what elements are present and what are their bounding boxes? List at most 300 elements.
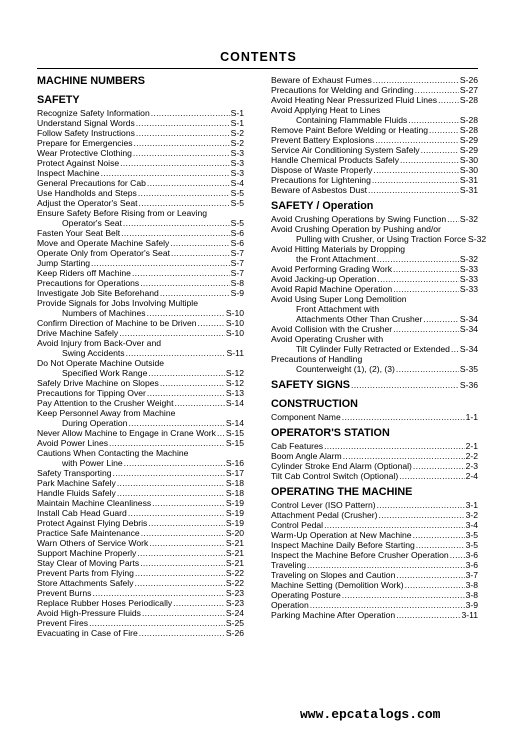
- dot-leader: [342, 412, 465, 422]
- dot-leader: [140, 558, 225, 568]
- toc-entry[interactable]: [271, 85, 478, 95]
- dot-leader: [438, 95, 459, 105]
- toc-entry-label: Evacuating in Case of Fire: [37, 628, 138, 638]
- title-rule: [37, 68, 478, 69]
- toc-entry-label: Never Allow Machine to Engage in Crane Work: [37, 428, 216, 438]
- page-number: S-28: [459, 95, 478, 105]
- dot-leader: [101, 168, 230, 178]
- page-number: S-6: [230, 238, 244, 248]
- page-number: 3-1: [465, 500, 478, 510]
- page-number: S-28: [459, 115, 478, 125]
- toc-entry[interactable]: [37, 518, 244, 528]
- page-number: S-20: [225, 528, 244, 538]
- dot-leader: [136, 128, 230, 138]
- toc-entry-label: Follow Safety Instructions: [37, 128, 135, 138]
- dot-leader: [173, 598, 225, 608]
- toc-entry[interactable]: [37, 508, 244, 518]
- toc-entry[interactable]: [271, 610, 478, 620]
- toc-entry[interactable]: [271, 570, 478, 580]
- dot-leader: [375, 135, 459, 145]
- page-number: S-11: [226, 348, 244, 358]
- toc-entry-label: Service Air Conditioning System Safely: [271, 145, 420, 155]
- dot-leader: [368, 185, 459, 195]
- toc-entry-label: Numbers of Machines: [62, 308, 146, 318]
- page-number: 3-7: [465, 570, 478, 580]
- dot-leader: [408, 115, 459, 125]
- dot-leader: [310, 600, 465, 610]
- dot-leader: [373, 165, 458, 175]
- dot-leader: [151, 108, 230, 118]
- section-heading: SAFETY: [37, 94, 80, 106]
- toc-entry-label: Beware of Asbestos Dust: [271, 185, 368, 195]
- toc-entry-label: Pulling with Crusher, or Using Traction Force: [296, 234, 467, 244]
- page-number: S-32: [459, 254, 478, 264]
- toc-entry-label: Inspect the Machine Before Crusher Operation: [271, 550, 449, 560]
- toc-entry[interactable]: [37, 178, 244, 188]
- toc-entry[interactable]: [271, 530, 478, 540]
- toc-entry-label: Warm-Up Operation at New Machine: [271, 530, 412, 540]
- toc-entry[interactable]: [37, 238, 244, 248]
- page-number: 3-5: [465, 530, 478, 540]
- page-number: S-22: [225, 578, 244, 588]
- toc-entry[interactable]: [271, 314, 478, 324]
- toc-entry[interactable]: [271, 284, 478, 294]
- page-number: S-23: [225, 588, 244, 598]
- page-number: S-31: [459, 185, 478, 195]
- toc-entry[interactable]: [271, 550, 478, 560]
- toc-entry-label: Keep Riders off Machine: [37, 268, 131, 278]
- toc-entry-label: Tilt Cab Control Switch (Optional): [271, 471, 399, 481]
- toc-entry-label: Prevent Fires: [37, 618, 89, 628]
- dot-leader: [91, 258, 230, 268]
- toc-entry[interactable]: [271, 145, 478, 155]
- page-number: S-33: [459, 284, 478, 294]
- toc-entry-label: Store Attachments Safely: [37, 578, 134, 588]
- toc-entry-label: Boom Angle Alarm: [271, 451, 342, 461]
- dot-leader: [447, 214, 459, 224]
- toc-entry-label: Prevent Parts from Flying: [37, 568, 134, 578]
- toc-entry-label: with Power Line: [62, 458, 123, 468]
- dot-leader: [139, 628, 225, 638]
- toc-entry[interactable]: [37, 398, 244, 408]
- toc-entry[interactable]: [37, 158, 244, 168]
- dot-leader: [92, 588, 224, 598]
- toc-entry[interactable]: [37, 138, 244, 148]
- toc-entry[interactable]: [271, 95, 478, 105]
- toc-entry[interactable]: [271, 75, 478, 85]
- dot-leader: [393, 264, 459, 274]
- dot-leader: [160, 378, 225, 388]
- toc-entry-label: Protect Against Noise: [37, 158, 120, 168]
- toc-entry[interactable]: [37, 368, 244, 378]
- page-number: S-3: [230, 148, 244, 158]
- toc-entry-label: Avoid High-Pressure Fluids: [37, 608, 141, 618]
- toc-entry[interactable]: [37, 598, 244, 608]
- toc-entry[interactable]: [271, 344, 478, 354]
- page-number: S-26: [459, 75, 478, 85]
- toc-entry[interactable]: [271, 600, 478, 610]
- toc-entry-line: Do Not Operate Machine Outside: [37, 358, 165, 368]
- toc-entry[interactable]: [37, 428, 244, 438]
- toc-entry[interactable]: [37, 188, 244, 198]
- dot-leader: [450, 550, 465, 560]
- toc-entry[interactable]: [271, 264, 478, 274]
- page-number: S-19: [225, 508, 244, 518]
- toc-entry-line: Precautions of Handling: [271, 354, 363, 364]
- toc-entry[interactable]: [271, 324, 478, 334]
- dot-leader: [373, 75, 459, 85]
- toc-entry-label: Understand Signal Words: [37, 118, 135, 128]
- dot-leader: [134, 138, 230, 148]
- toc-entry-label: Control Lever (ISO Pattern): [271, 500, 376, 510]
- dot-leader: [377, 500, 465, 510]
- toc-entry-line: Avoid Hitting Materials by Dropping: [271, 244, 406, 254]
- page-number: S-2: [230, 128, 244, 138]
- toc-entry[interactable]: [271, 461, 478, 471]
- toc-entry[interactable]: [271, 135, 478, 145]
- toc-right-column: [271, 75, 487, 620]
- toc-entry-label: Use Handholds and Steps: [37, 188, 137, 198]
- toc-entry-label: Cab Features: [271, 441, 324, 451]
- page-number: S-21: [225, 538, 244, 548]
- dot-leader: [148, 518, 225, 528]
- toc-entry[interactable]: [271, 500, 478, 510]
- dot-leader: [117, 488, 225, 498]
- page-number: S-4: [230, 178, 244, 188]
- toc-entry[interactable]: [37, 538, 244, 548]
- dot-leader: [121, 228, 229, 238]
- page-number: S-2: [230, 138, 244, 148]
- toc-entry[interactable]: [271, 185, 478, 195]
- page-number: S-32: [468, 234, 487, 244]
- toc-entry[interactable]: [37, 478, 244, 488]
- page-number: S-19: [225, 498, 244, 508]
- toc-entry-label: Move and Operate Machine Safely: [37, 238, 170, 248]
- toc-entry-label: Warn Others of Service Work: [37, 538, 149, 548]
- toc-entry-label: Park Machine Safely: [37, 478, 116, 488]
- toc-entry-label: Avoid Collision with the Crusher: [271, 324, 393, 334]
- toc-entry[interactable]: [37, 488, 244, 498]
- dot-leader: [429, 125, 459, 135]
- toc-entry[interactable]: [271, 451, 478, 461]
- toc-entry[interactable]: [271, 540, 478, 550]
- toc-entry-label: Avoid Heating Near Pressurized Fluid Lines: [271, 95, 438, 105]
- toc-entry-label: Fasten Your Seat Belt: [37, 228, 121, 238]
- page-number: S-18: [225, 478, 244, 488]
- toc-entry[interactable]: [37, 348, 244, 358]
- page-number: 3-5: [465, 540, 478, 550]
- toc-entry[interactable]: [271, 234, 487, 244]
- toc-entry[interactable]: [37, 578, 244, 588]
- toc-entry[interactable]: [37, 608, 244, 618]
- page-number: 3-6: [465, 550, 478, 560]
- dot-leader: [421, 145, 459, 155]
- page-number: S-14: [225, 398, 244, 408]
- toc-entry-line: Avoid Operating Crusher with: [271, 334, 384, 344]
- page-number: S-34: [459, 314, 478, 324]
- dot-leader: [342, 590, 465, 600]
- toc-entry-label: During Operation: [62, 418, 128, 428]
- dot-leader: [124, 458, 225, 468]
- section-heading: CONSTRUCTION: [271, 398, 358, 410]
- toc-entry[interactable]: [271, 510, 478, 520]
- toc-entry[interactable]: [271, 412, 478, 422]
- toc-entry-label: Jump Starting: [37, 258, 91, 268]
- toc-entry-line: Avoid Applying Heat to Lines: [271, 105, 381, 115]
- toc-entry-label: Parking Machine After Operation: [271, 610, 396, 620]
- page-number: S-1: [230, 108, 244, 118]
- toc-entry[interactable]: [271, 175, 478, 185]
- toc-entry-label: Operator's Seat: [62, 218, 122, 228]
- toc-entry-label: Precautions for Tipping Over: [37, 388, 146, 398]
- toc-entry-label: Beware of Exhaust Fumes: [271, 75, 372, 85]
- toc-entry[interactable]: [37, 328, 244, 338]
- dot-leader: [117, 478, 225, 488]
- dot-leader: [416, 540, 465, 550]
- dot-leader: [198, 318, 225, 328]
- toc-entry-label: Avoid Crushing Operations by Swing Function: [271, 214, 447, 224]
- toc-entry-label: Replace Rubber Hoses Periodically: [37, 598, 173, 608]
- dot-leader: [148, 368, 224, 378]
- toc-entry-label: Swing Accidents: [62, 348, 125, 358]
- page-number: S-31: [459, 175, 478, 185]
- dot-leader: [128, 418, 224, 428]
- page-number: S-7: [230, 248, 244, 258]
- toc-entry[interactable]: [271, 274, 478, 284]
- page-number: 3-8: [465, 580, 478, 590]
- toc-entry[interactable]: [37, 288, 244, 298]
- toc-entry-label: Handle Chemical Products Safely: [271, 155, 400, 165]
- toc-entry-label: Safely Drive Machine on Slopes: [37, 378, 159, 388]
- section-heading: [271, 379, 478, 392]
- toc-entry[interactable]: [37, 278, 244, 288]
- page-number: S-19: [225, 518, 244, 528]
- toc-entry[interactable]: [37, 438, 244, 448]
- dot-leader: [413, 461, 465, 471]
- toc-entry[interactable]: [37, 148, 244, 158]
- toc-entry[interactable]: [271, 471, 478, 481]
- dot-leader: [142, 608, 225, 618]
- dot-leader: [109, 438, 225, 448]
- toc-entry-label: Prevent Battery Explosions: [271, 135, 375, 145]
- toc-entry[interactable]: [271, 155, 478, 165]
- dot-leader: [132, 268, 230, 278]
- page-number: S-23: [225, 598, 244, 608]
- page-number: S-9: [230, 288, 244, 298]
- section-heading: MACHINE NUMBERS: [37, 75, 145, 87]
- dot-leader: [147, 308, 225, 318]
- dot-leader: [126, 348, 226, 358]
- toc-entry-label: Protect Against Flying Debris: [37, 518, 148, 528]
- dot-leader: [152, 498, 225, 508]
- page-number: S-10: [225, 328, 244, 338]
- toc-entry-label: Prepare for Emergencies: [37, 138, 133, 148]
- toc-entry[interactable]: [37, 418, 244, 428]
- toc-entry-label: Safety Transporting: [37, 468, 112, 478]
- dot-leader: [415, 85, 459, 95]
- page-number: S-5: [230, 218, 244, 228]
- page-number: S-6: [230, 228, 244, 238]
- dot-leader: [141, 528, 225, 538]
- toc-entry[interactable]: [37, 218, 244, 228]
- toc-entry-label: Practice Safe Maintenance: [37, 528, 140, 538]
- toc-entry[interactable]: [37, 198, 244, 208]
- dot-leader: [120, 158, 229, 168]
- dot-leader: [128, 508, 225, 518]
- dot-leader: [393, 284, 459, 294]
- page-number: S-33: [459, 274, 478, 284]
- toc-entry[interactable]: [271, 214, 478, 224]
- section-heading: OPERATING THE MACHINE: [271, 486, 413, 498]
- toc-entry[interactable]: [271, 165, 478, 175]
- section-heading: OPERATOR'S STATION: [271, 427, 390, 439]
- toc-entry[interactable]: [271, 254, 478, 264]
- dot-leader: [137, 548, 224, 558]
- toc-entry[interactable]: [37, 588, 244, 598]
- page-number: S-34: [459, 324, 478, 334]
- toc-entry[interactable]: [271, 560, 478, 570]
- toc-entry-line: Avoid Injury from Back-Over and: [37, 338, 162, 348]
- toc-entry-label: Stay Clear of Moving Parts: [37, 558, 140, 568]
- dot-leader: [217, 428, 225, 438]
- toc-entry-label: Attachments Other Than Crusher: [296, 314, 423, 324]
- toc-entry[interactable]: [37, 548, 244, 558]
- toc-entry-label: Adjust the Operator's Seat: [37, 198, 138, 208]
- toc-entry[interactable]: [37, 618, 244, 628]
- toc-entry[interactable]: [271, 520, 478, 530]
- page-number: S-7: [230, 268, 244, 278]
- dot-leader: [343, 451, 465, 461]
- page-number: S-36: [459, 380, 478, 390]
- toc-entry[interactable]: [37, 128, 244, 138]
- toc-entry[interactable]: [271, 125, 478, 135]
- dot-leader: [324, 520, 465, 530]
- toc-entry[interactable]: [37, 558, 244, 568]
- page-number: S-18: [225, 488, 244, 498]
- dot-leader: [451, 344, 459, 354]
- toc-entry[interactable]: [37, 228, 244, 238]
- toc-entry-label: Drive Machine Safely: [37, 328, 119, 338]
- toc-entry[interactable]: [37, 268, 244, 278]
- toc-entry-label: Cylinder Stroke End Alarm (Optional): [271, 461, 412, 471]
- toc-left-column: [37, 75, 244, 638]
- dot-leader: [140, 278, 229, 288]
- toc-entry[interactable]: [37, 308, 244, 318]
- toc-entry[interactable]: [37, 378, 244, 388]
- toc-entry[interactable]: [271, 580, 478, 590]
- toc-entry[interactable]: [37, 248, 244, 258]
- toc-entry[interactable]: [37, 388, 244, 398]
- dot-leader: [113, 468, 225, 478]
- dot-leader: [149, 538, 225, 548]
- page-number: S-35: [459, 364, 478, 374]
- dot-leader: [396, 570, 464, 580]
- page-number: S-34: [459, 344, 478, 354]
- toc-entry[interactable]: [37, 318, 244, 328]
- dot-leader: [147, 178, 230, 188]
- toc-entry-label: Recognize Safety Information: [37, 108, 150, 118]
- page-number: S-3: [230, 158, 244, 168]
- toc-entry-label: Avoid Jacking-up Operation: [271, 274, 377, 284]
- toc-entry-line: Provide Signals for Jobs Involving Multiple: [37, 298, 198, 308]
- page-number: S-15: [225, 438, 244, 448]
- page-number: S-28: [459, 125, 478, 135]
- toc-entry-line: Cautions When Contacting the Machine: [37, 448, 189, 458]
- page-number: S-5: [230, 188, 244, 198]
- toc-entry-label: Confirm Direction of Machine to be Driven: [37, 318, 197, 328]
- toc-entry-label: Install Cab Head Guard: [37, 508, 127, 518]
- toc-entry[interactable]: [37, 468, 244, 478]
- section-heading-label: SAFETY SIGNS: [271, 379, 350, 391]
- page-number: S-10: [225, 318, 244, 328]
- toc-entry-label: Control Pedal: [271, 520, 324, 530]
- page-number: S-29: [459, 145, 478, 155]
- page-number: S-30: [459, 165, 478, 175]
- toc-entry-label: Prevent Burns: [37, 588, 92, 598]
- toc-entry[interactable]: [37, 108, 244, 118]
- toc-entry-label: Specified Work Range: [62, 368, 148, 378]
- page-number: 3-8: [465, 590, 478, 600]
- page-number: 2-3: [465, 461, 478, 471]
- dot-leader: [136, 118, 230, 128]
- section-heading: SAFETY / Operation: [271, 200, 374, 212]
- toc-entry-label: the Front Attachment: [296, 254, 376, 264]
- dot-leader: [413, 530, 465, 540]
- dot-leader: [138, 188, 230, 198]
- toc-entry[interactable]: [37, 258, 244, 268]
- toc-entry-label: Support Machine Properly: [37, 548, 137, 558]
- toc-entry-label: Component Name: [271, 412, 341, 422]
- toc-entry[interactable]: [37, 498, 244, 508]
- toc-entry-label: Precautions for Welding and Grinding: [271, 85, 414, 95]
- dot-leader: [377, 254, 459, 264]
- toc-entry[interactable]: [37, 568, 244, 578]
- page-number: S-5: [230, 198, 244, 208]
- page-number: S-21: [225, 548, 244, 558]
- toc-entry[interactable]: [271, 115, 478, 125]
- page-number: 3-9: [465, 600, 478, 610]
- toc-entry[interactable]: [271, 441, 478, 451]
- page-number: S-25: [225, 618, 244, 628]
- toc-entry-label: Handle Fluids Safely: [37, 488, 116, 498]
- toc-entry-label: Traveling: [271, 560, 307, 570]
- toc-entry[interactable]: [37, 168, 244, 178]
- dot-leader: [135, 578, 225, 588]
- page-number: S-12: [225, 368, 244, 378]
- page-number: S-21: [225, 558, 244, 568]
- toc-entry[interactable]: [37, 118, 244, 128]
- dot-leader: [396, 610, 460, 620]
- toc-entry[interactable]: [37, 528, 244, 538]
- toc-entry[interactable]: [271, 590, 478, 600]
- toc-entry-line: Front Attachment with: [296, 304, 380, 314]
- page-number: 3-11: [461, 610, 478, 620]
- toc-entry[interactable]: [271, 364, 478, 374]
- page-number: S-26: [225, 628, 244, 638]
- toc-entry[interactable]: [37, 628, 244, 638]
- toc-entry-line: Ensure Safety Before Rising from or Leaving: [37, 208, 208, 218]
- page-number: S-16: [225, 458, 244, 468]
- toc-entry-label: Remove Paint Before Welding or Heating: [271, 125, 428, 135]
- toc-entry[interactable]: [37, 458, 244, 468]
- toc-entry-label: Wear Protective Clothing: [37, 148, 132, 158]
- dot-leader: [123, 218, 230, 228]
- dot-leader: [139, 198, 230, 208]
- toc-entry-label: Inspect Machine Daily Before Starting: [271, 540, 415, 550]
- toc-entry-label: Counterweight (1), (2), (3): [296, 364, 395, 374]
- page-number: S-15: [225, 428, 244, 438]
- dot-leader: [89, 618, 225, 628]
